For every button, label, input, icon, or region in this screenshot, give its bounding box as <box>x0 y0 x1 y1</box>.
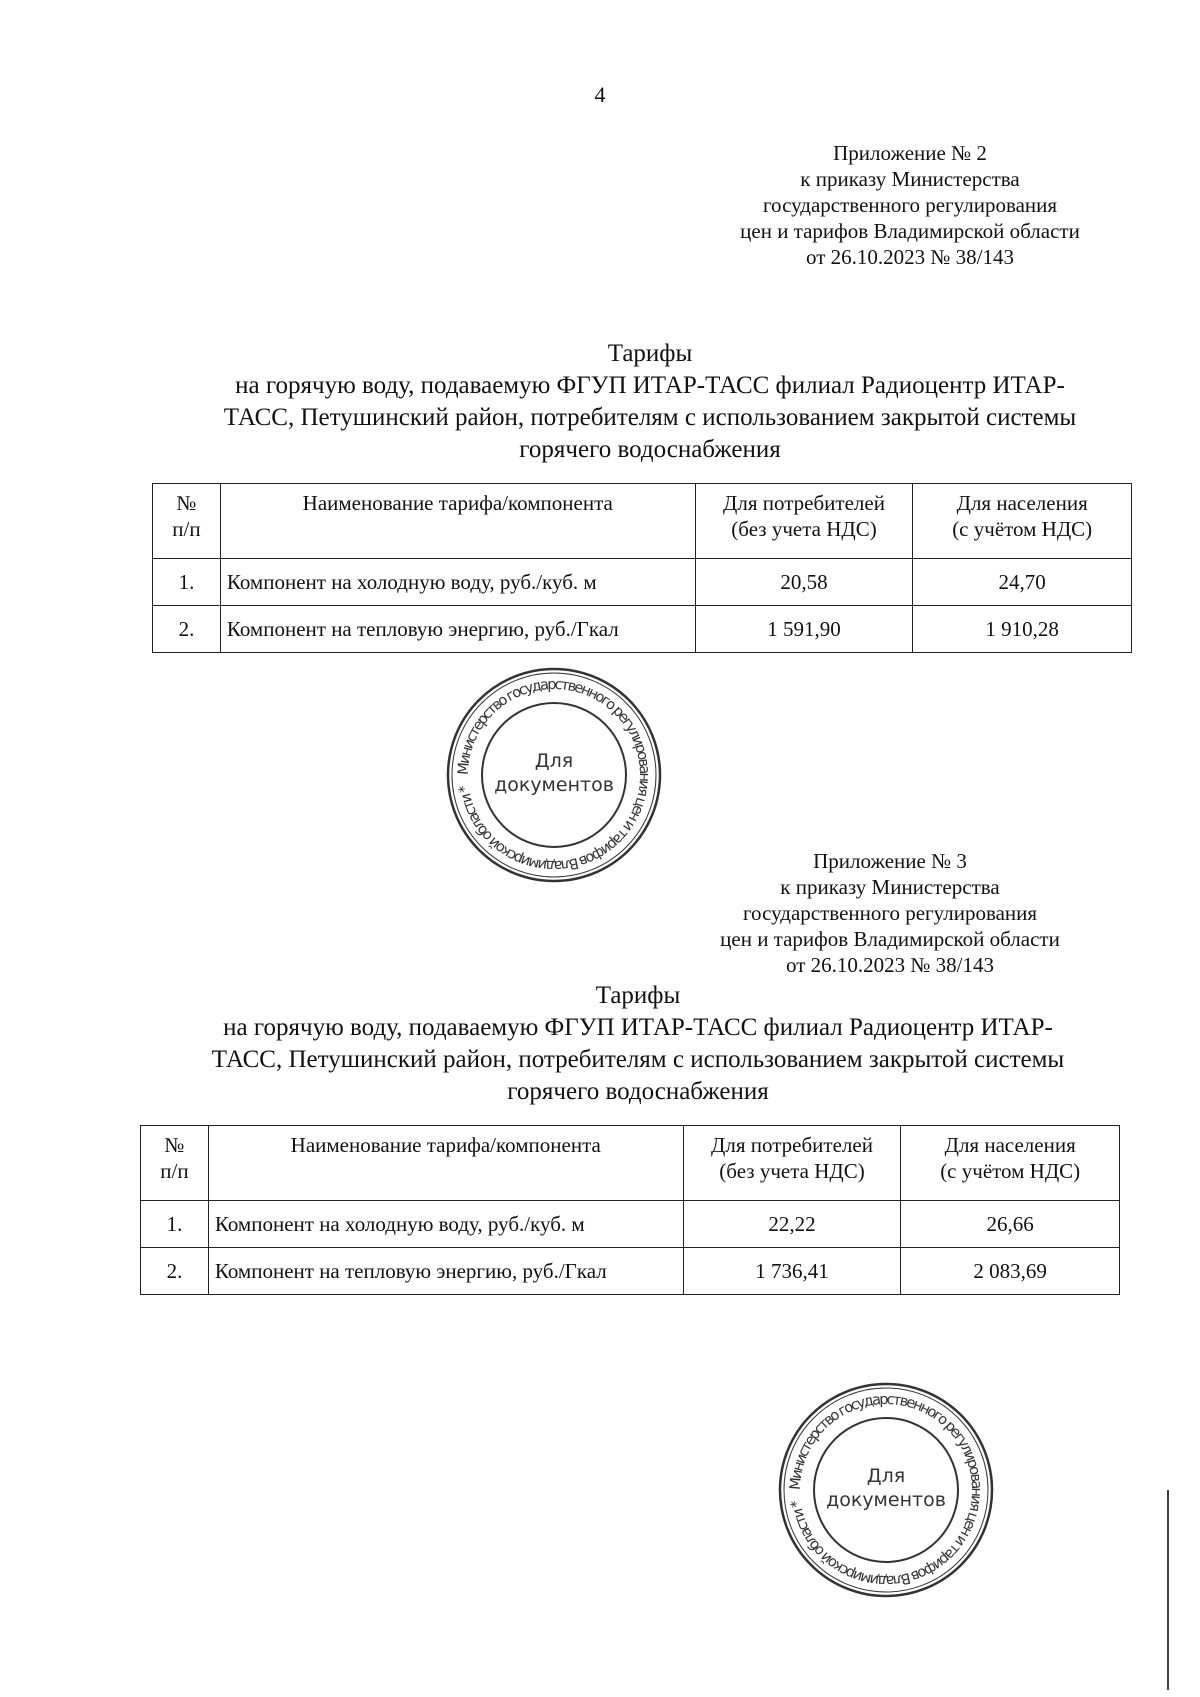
table-header-row <box>141 1126 1120 1201</box>
table-row <box>141 1201 1120 1248</box>
appendix-2-header <box>700 140 1120 270</box>
header-population: Для населения (с учётом НДС) <box>913 484 1132 559</box>
header-num: № п/п <box>153 484 221 559</box>
tariff-title-2 <box>138 980 1138 1108</box>
svg-text:Для: Для <box>534 750 574 772</box>
title-line: горячего водоснабжения <box>507 1078 769 1105</box>
appendix-line: Приложение № 3 <box>813 849 967 873</box>
svg-text:Министерство государственного: Министерство государственного регулирования цен и тарифов Владимирской области * <box>787 1391 985 1589</box>
title-line: Тарифы <box>595 982 681 1009</box>
appendix-line: от 26.10.2023 № 38/143 <box>785 953 995 977</box>
table-row <box>153 559 1132 606</box>
cell-num: 2. <box>141 1248 209 1295</box>
table-header-row <box>153 484 1132 559</box>
title-line: горячего водоснабжения <box>519 436 781 463</box>
appendix-line: к приказу Министерства <box>780 875 1000 899</box>
appendix-3-header <box>680 848 1100 978</box>
header-num: № п/п <box>141 1126 209 1201</box>
appendix-line: Приложение № 2 <box>833 141 987 165</box>
cell-population: 26,66 <box>901 1201 1120 1248</box>
header-name: Наименование тарифа/компонента <box>220 484 695 559</box>
appendix-line: цен и тарифов Владимирской области <box>740 219 1080 243</box>
table-row <box>153 606 1132 653</box>
appendix-line: цен и тарифов Владимирской области <box>720 927 1060 951</box>
cell-population: 1 910,28 <box>913 606 1132 653</box>
official-stamp <box>444 665 664 885</box>
cell-num: 1. <box>153 559 221 606</box>
title-line: на горячую воду, подаваемую ФГУП ИТАР-ТАСС филиал Радиоцентр ИТАР- <box>223 1014 1053 1041</box>
svg-text:документов: документов <box>494 774 614 796</box>
title-line: ТАСС, Петушинский район, потребителям с использованием закрытой системы <box>211 1046 1065 1073</box>
appendix-line: к приказу Министерства <box>800 167 1020 191</box>
cell-num: 2. <box>153 606 221 653</box>
stamp-seal-icon <box>444 665 664 885</box>
cell-population: 2 083,69 <box>901 1248 1120 1295</box>
cell-consumers: 1 591,90 <box>695 606 913 653</box>
table-row <box>141 1248 1120 1295</box>
cell-consumers: 22,22 <box>683 1201 901 1248</box>
tariff-table-1 <box>152 483 1132 653</box>
page-number: 4 <box>594 82 606 107</box>
title-line: Тарифы <box>607 340 693 367</box>
title-line: ТАСС, Петушинский район, потребителям с использованием закрытой системы <box>223 404 1077 431</box>
scan-edge-line <box>1167 1490 1169 1690</box>
stamp-seal-icon <box>776 1380 996 1600</box>
svg-text:Для: Для <box>866 1465 906 1487</box>
header-consumers: Для потребителей (без учета НДС) <box>683 1126 901 1201</box>
appendix-line: от 26.10.2023 № 38/143 <box>805 245 1015 269</box>
svg-text:документов: документов <box>826 1489 946 1511</box>
cell-consumers: 20,58 <box>695 559 913 606</box>
cell-name: Компонент на тепловую энергию, руб./Гкал <box>220 606 695 653</box>
cell-name: Компонент на тепловую энергию, руб./Гкал <box>208 1248 683 1295</box>
cell-name: Компонент на холодную воду, руб./куб. м <box>220 559 695 606</box>
cell-num: 1. <box>141 1201 209 1248</box>
header-population: Для населения (с учётом НДС) <box>901 1126 1120 1201</box>
cell-name: Компонент на холодную воду, руб./куб. м <box>208 1201 683 1248</box>
tariff-title-1 <box>150 338 1150 466</box>
cell-population: 24,70 <box>913 559 1132 606</box>
appendix-line: государственного регулирования <box>742 901 1038 925</box>
official-stamp <box>776 1380 996 1600</box>
cell-consumers: 1 736,41 <box>683 1248 901 1295</box>
tariff-table-2 <box>140 1125 1120 1295</box>
appendix-line: государственного регулирования <box>762 193 1058 217</box>
header-name: Наименование тарифа/компонента <box>208 1126 683 1201</box>
svg-text:Министерство государственного: Министерство государственного регулирования цен и тарифов Владимирской области * <box>455 676 653 874</box>
title-line: на горячую воду, подаваемую ФГУП ИТАР-ТАСС филиал Радиоцентр ИТАР- <box>235 372 1065 399</box>
header-consumers: Для потребителей (без учета НДС) <box>695 484 913 559</box>
